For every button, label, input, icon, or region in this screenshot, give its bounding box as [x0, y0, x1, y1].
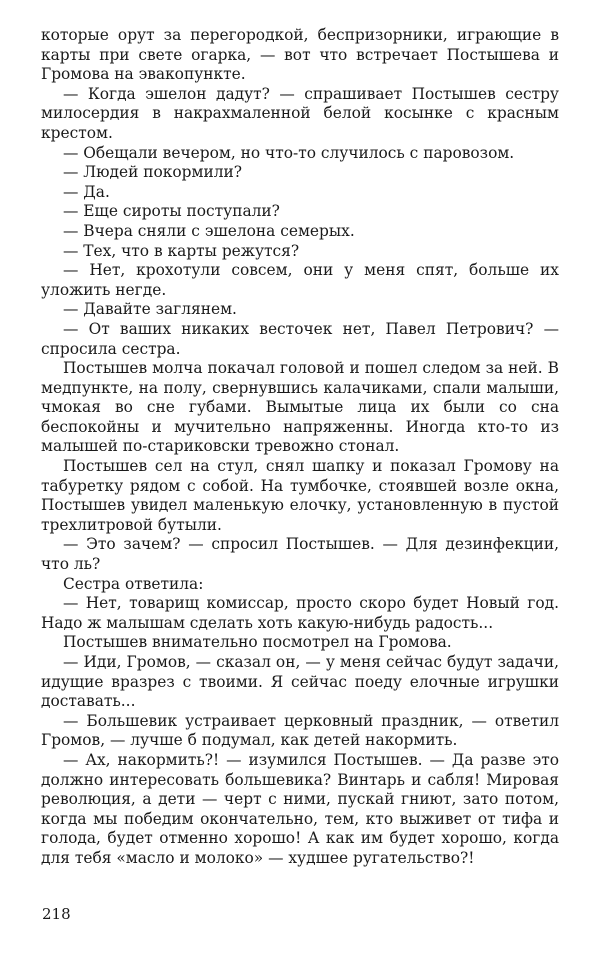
paragraph: — Да.: [63, 182, 110, 201]
paragraph: Постышев молча покачал головой и пошел следом за ней. В медпункте, на полу, свернувшись калачиками, спали малыши, чмокая во сне губами. Вымытые лица их были со сна беспокойны и мучительно напряженны. Иногда кто-то из малышей по-стариковски тревожно стонал.: [41, 359, 559, 456]
paragraph: — Людей покормили?: [63, 163, 243, 182]
paragraph: Постышев сел на стул, снял шапку и показал Громову на табуретку рядом с собой. На тумбочке, стоявшей возле окна, Постышев увидел маленькую елочку, установленную в пустой трехлитровой бутыли.: [41, 457, 559, 534]
paragraph: — Нет, крохотули совсем, они у меня спят, больше их уложить негде.: [41, 261, 559, 299]
paragraph: — Обещали вечером, но что-то случилось с паровозом.: [63, 143, 515, 162]
paragraph: Постышев внимательно посмотрел на Громова.: [63, 633, 452, 652]
paragraph: — Вчера сняли с эшелона семерых.: [63, 221, 355, 240]
paragraph: — Нет, товарищ комиссар, просто скоро будет Новый год. Надо ж малышам сделать хоть какую-нибудь радость...: [41, 594, 559, 632]
paragraph: которые орут за перегородкой, беспризорники, играющие в карты при свете огарка, — вот что встречает Постышева и Громова на эвакопункте.: [41, 26, 559, 84]
paragraph: — Давайте заглянем.: [63, 300, 237, 319]
paragraph: — Тех, что в карты режутся?: [63, 241, 300, 260]
paragraph: — Когда эшелон дадут? — спрашивает Постышев сестру милосердия в накрахмаленной белой косынке с красным крестом.: [41, 84, 559, 142]
paragraph: — Это зачем? — спросил Постышев. — Для дезинфекции, что ль?: [41, 535, 559, 574]
paragraph: — Еще сироты поступали?: [63, 202, 280, 221]
paragraph: — От ваших никаких весточек нет, Павел Петрович? — спросила сестра.: [41, 319, 559, 358]
paragraph: — Ах, накормить?! — изумился Постышев. — Да разве это должно интересовать большевика? Винтарь и сабля! Мировая революция, а дети — черт с ними, пускай гниют, зато потом, когда мы победим окончательно, тем, кто выживет от тифа и голода, будет отменно хорошо! А как им будет хорошо, когда для тебя «масло и молоко» — худшее ругательство?!: [41, 750, 559, 867]
page-number: 218: [42, 905, 71, 923]
paragraph: — Иди, Громов, — сказал он, — у меня сейчас будут задачи, идущие вразрез с твоими. Я сейчас поеду елочные игрушки доставать...: [41, 653, 559, 711]
paragraph: — Большевик устраивает церковный праздник, — ответил Громов, — лучше б подумал, как детей накормить.: [41, 711, 559, 750]
page-text: [41, 26, 559, 869]
paragraph: Сестра ответила:: [63, 574, 204, 593]
